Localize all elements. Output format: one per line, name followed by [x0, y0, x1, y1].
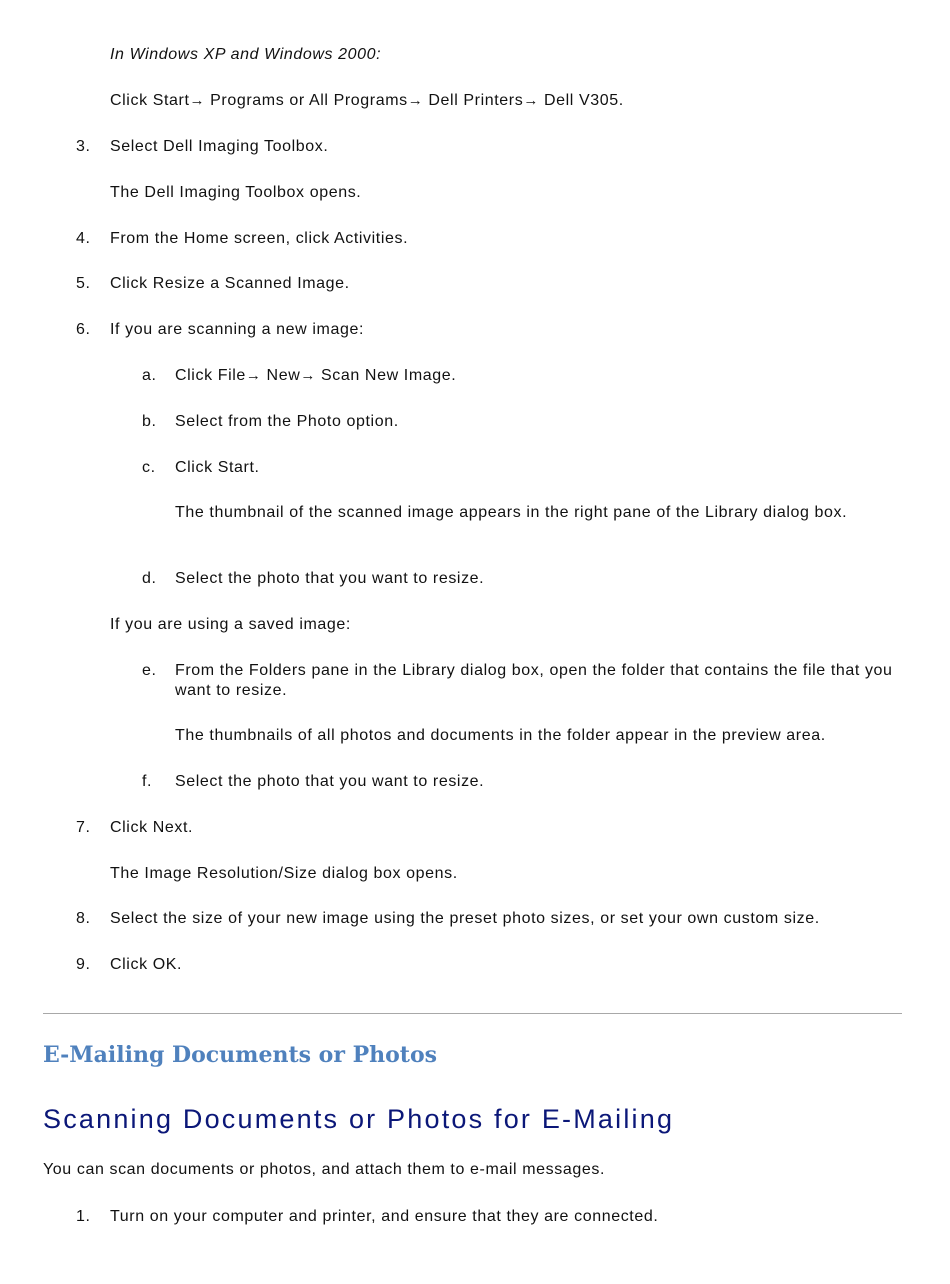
arrow-icon: →: [407, 92, 424, 109]
arrow-icon: →: [189, 92, 206, 109]
step-number: 1.: [76, 1208, 91, 1225]
step-number: 3.: [76, 138, 91, 155]
scan-new-image-label: Scan New Image.: [321, 367, 457, 384]
path-dell-v305: Dell V305.: [543, 92, 624, 109]
step-text: If you are scanning a new image:: [110, 321, 365, 338]
substep-text: Select from the Photo option.: [175, 413, 399, 430]
page-heading: Scanning Documents or Photos for E-Mailing: [43, 1104, 675, 1134]
file-menu-label: Click File: [175, 367, 246, 384]
step-note: The Image Resolution/Size dialog box opens.: [110, 865, 458, 882]
path-click-start: Click Start: [110, 92, 190, 109]
saved-image-intro: If you are using a saved image:: [110, 616, 351, 633]
substep-text: Click Start.: [175, 459, 260, 476]
substep-letter: b.: [142, 413, 157, 430]
substep-letter: c.: [142, 459, 156, 476]
step-text: Click Next.: [110, 819, 194, 836]
path-programs: Programs or All Programs: [210, 92, 408, 109]
section-divider: [43, 1013, 902, 1014]
step-number: 4.: [76, 230, 91, 247]
step-text: Select Dell Imaging Toolbox.: [110, 138, 329, 155]
arrow-icon: →: [245, 367, 262, 384]
substep-note: The thumbnails of all photos and documents in the folder appear in the preview area.: [175, 727, 826, 744]
step-text: From the Home screen, click Activities.: [110, 230, 409, 247]
arrow-icon: →: [523, 92, 539, 109]
step-number: 9.: [76, 956, 91, 973]
substep-text: Select the photo that you want to resize.: [175, 570, 485, 587]
step-text: Turn on your computer and printer, and ensure that they are connected.: [110, 1208, 659, 1225]
substep-letter: f.: [142, 773, 153, 790]
substep-letter: d.: [142, 570, 157, 587]
substep-note: The thumbnail of the scanned image appears in the right pane of the Library dialog box.: [175, 504, 848, 521]
section-title-link[interactable]: E-Mailing Documents or Photos: [43, 1042, 438, 1068]
substep-text: [175, 366, 456, 386]
step-text: Select the size of your new image using the preset photo sizes, or set your own custom size.: [110, 910, 820, 927]
section-intro: You can scan documents or photos, and attach them to e-mail messages.: [43, 1161, 605, 1178]
arrow-icon: →: [300, 367, 316, 384]
substep-letter: a.: [142, 367, 157, 384]
step-number: 5.: [76, 275, 91, 292]
step-number: 7.: [76, 819, 91, 836]
step-text: Click OK.: [110, 956, 183, 973]
start-menu-path: [110, 91, 624, 111]
step-number: 8.: [76, 910, 91, 927]
step-text: Click Resize a Scanned Image.: [110, 275, 350, 292]
substep-text: Select the photo that you want to resize.: [175, 773, 485, 790]
step-number: 6.: [76, 321, 91, 338]
step-note: The Dell Imaging Toolbox opens.: [110, 184, 362, 201]
new-menu-label: New: [266, 367, 301, 384]
substep-text: From the Folders pane in the Library dialog box, open the folder that contains the file that you want to resize.: [175, 662, 893, 699]
substep-letter: e.: [142, 662, 157, 679]
path-dell-printers: Dell Printers: [428, 92, 524, 109]
os-note: In Windows XP and Windows 2000:: [110, 46, 382, 63]
